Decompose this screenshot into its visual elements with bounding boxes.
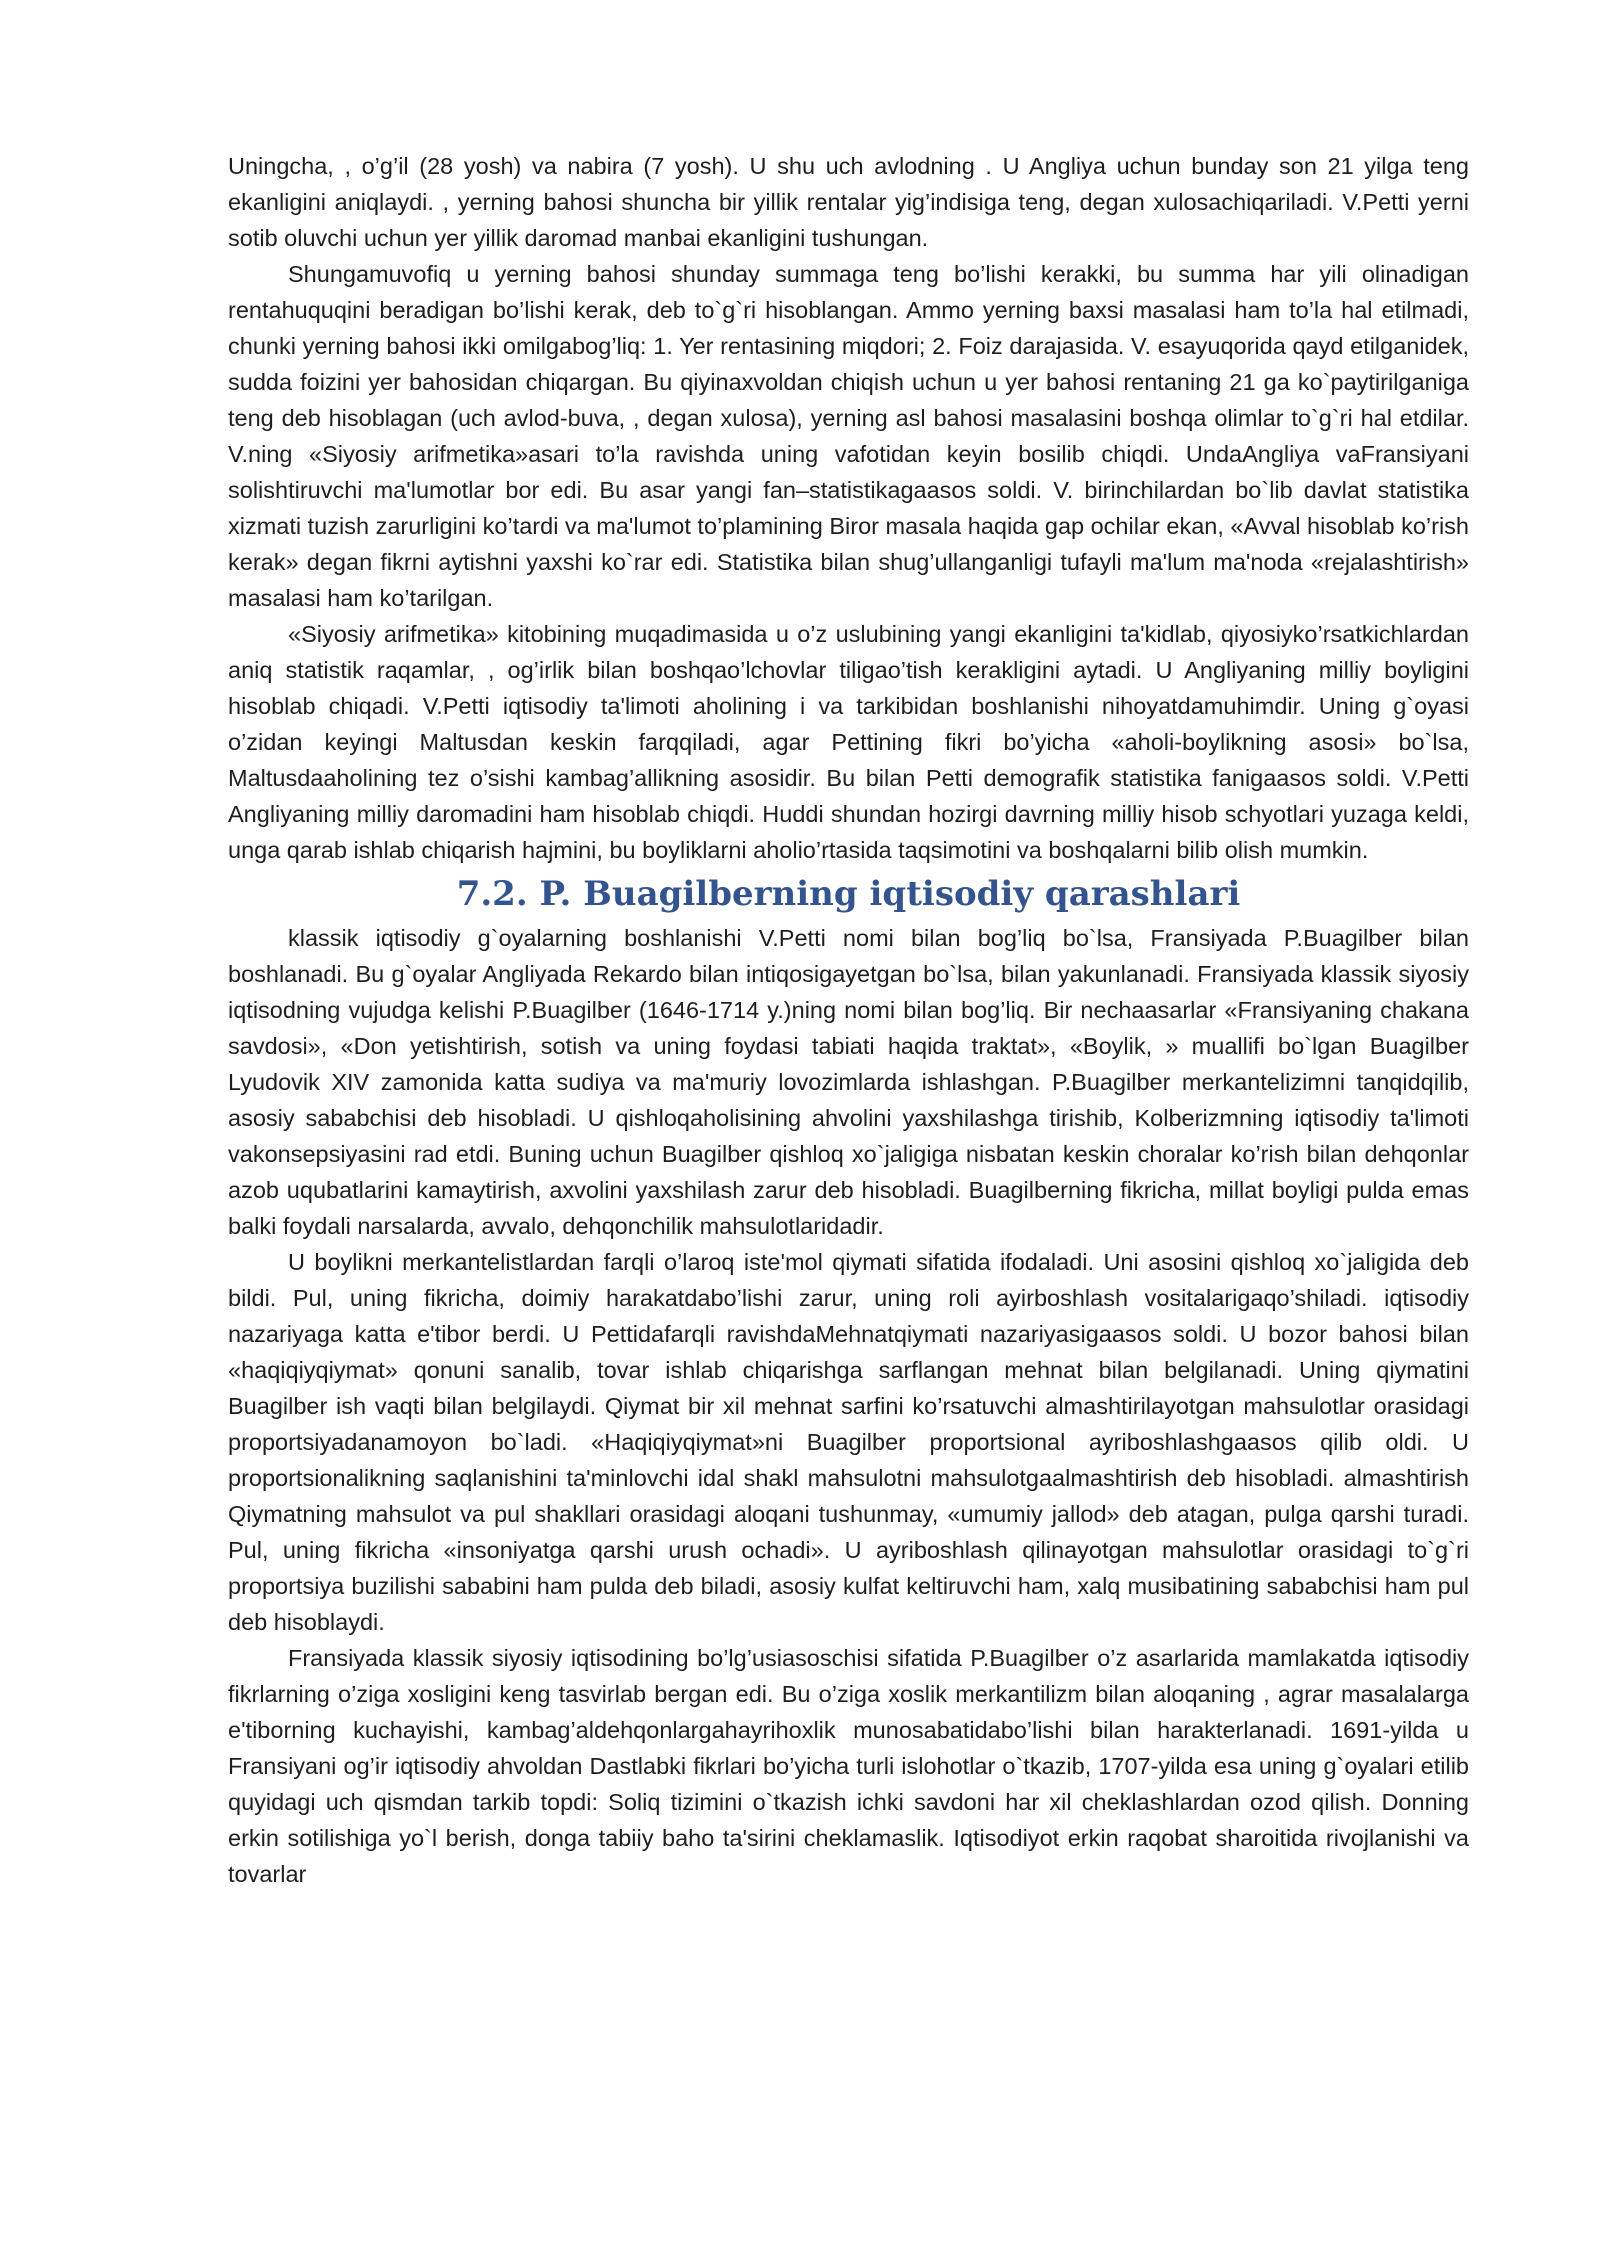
paragraph-3: «Siyosiy arifmetika» kitobining muqadimasida u o’z uslubining yangi ekanligini ta'kidlab, qiyosiyko’rsatkichlardan aniq statistik raqamlar, , og’irlik bilan boshqao’lchovlar tiligao’tish kerakligini aytadi. U Angliyaning milliy boyligini hisoblab chiqadi. V.Petti iqtisodiy ta'limoti aholining i va tarkibidan boshlanishi nihoyatdamuhimdir. Uning g`oyasi o’zidan keyingi Maltusdan keskin farqqiladi, agar Pettining fikri bo’yicha «aholi-boylikning asosi» bo`lsa, Maltusdaaholining tez o’sishi kambag’allikning asosidir. Bu bilan Petti demografik statistika fanigaasos soldi. V.Petti Angliyaning milliy daromadini ham hisoblab chiqdi. Huddi shundan hozirgi davrning milliy hisob schyotlari yuzaga keldi, unga qarab ishlab chiqarish hajmini, bu boyliklarni aholio’rtasida taqsimotini va boshqalarni bilib olish mumkin. bbox=[228, 621, 1469, 863]
paragraph-1: Uningcha, , o’g’il (28 yosh) va nabira (7 yosh). U shu uch avlodning . U Angliya uchun bunday son 21 yilga teng ekanligini aniqlaydi. , yerning bahosi shuncha bir yillik rentalar yig’indisiga teng, degan xulosachiqariladi. V.Petti yerni sotib oluvchi uchun yer yillik daromad manbai ekanligini tushungan. bbox=[228, 153, 1469, 251]
section-heading: 7.2. P. Buagilberning iqtisodiy qarashlari bbox=[456, 874, 1241, 914]
paragraph-5: U boylikni merkantelistlardan farqli o’laroq iste'mol qiymati sifatida ifodaladi. Uni asosini qishloq xo`jaligida deb bildi. Pul, uning fikricha, doimiy harakatdabo’lishi zarur, uning roli ayirboshlash vositalarigaqo’shiladi. iqtisodiy nazariyaga katta e'tibor berdi. U Pettidafarqli ravishdaMehnatqiymati nazariyasigaasos soldi. U bozor bahosi bilan «haqiqiyqiymat» qonuni sanalib, tovar ishlab chiqarishga sarflangan mehnat bilan belgilanadi. Uning qiymatini Buagilber ish vaqti bilan belgilaydi. Qiymat bir xil mehnat sarfini ko’rsatuvchi almashtirilayotgan mahsulotlar orasidagi proportsiyadanamoyon bo`ladi. «Haqiqiyqiymat»ni Buagilber proportsional ayriboshlashgaasos qilib oldi. U proportsionalikning saqlanishini ta'minlovchi idal shakl mahsulotni mahsulotgaalmashtirish deb hisobladi. almashtirish Qiymatning mahsulot va pul shakllari orasidagi aloqani tushunmay, «umumiy jallod» deb atagan, pulga qarshi turadi. Pul, uning fikricha «insoniyatga qarshi urush ochadi». U ayriboshlash qilinayotgan mahsulotlar orasidagi to`g`ri proportsiya buzilishi sababini ham pulda deb biladi, asosiy kulfat keltiruvchi ham, xalq musibatining sababchisi ham pul deb hisoblaydi. bbox=[228, 1249, 1469, 1635]
paragraph-6: Fransiyada klassik siyosiy iqtisodining bo’lg’usiasoschisi sifatida P.Buagilber o’z asarlarida mamlakatda iqtisodiy fikrlarning o’ziga xosligini keng tasvirlab bergan edi. Bu o’ziga xoslik merkantilizm bilan aloqaning , agrar masalalarga e'tiborning kuchayishi, kambag’aldehqonlargahayrihoxlik munosabatidabo’lishi bilan harakterlanadi. 1691-yilda u Fransiyani og’ir iqtisodiy ahvoldan Dastlabki fikrlari bo’yicha turli islohotlar o`tkazib, 1707-yilda esa uning g`oyalari etilib quyidagi uch qismdan tarkib topdi: Soliq tizimini o`tkazish ichki savdoni har xil cheklashlardan ozod qilish. Donning erkin sotilishiga yo`l berish, donga tabiiy baho ta'sirini cheklamaslik. Iqtisodiyot erkin raqobat sharoitida rivojlanishi va tovarlar bbox=[228, 1645, 1469, 1887]
document-page bbox=[228, 148, 1469, 1892]
paragraph-4: klassik iqtisodiy g`oyalarning boshlanishi V.Petti nomi bilan bog’liq bo`lsa, Fransiyada P.Buagilber bilan boshlanadi. Bu g`oyalar Angliyada Rekardo bilan intiqosigayetgan bo`lsa, bilan yakunlanadi. Fransiyada klassik siyosiy iqtisodning vujudga kelishi P.Buagilber (1646-1714 y.)ning nomi bilan bog’liq. Bir nechaasarlar «Fransiyaning chakana savdosi», «Don yetishtirish, sotish va uning foydasi tabiati haqida traktat», «Boylik, » muallifi bo`lgan Buagilber Lyudovik XIV zamonida katta sudiya va ma'muriy lovozimlarda ishlashgan. P.Buagilber merkantelizimni tanqidqilib, asosiy sababchisi deb hisobladi. U qishloqaholisining ahvolini yaxshilashga tirishib, Kolberizmning iqtisodiy ta'limoti vakonsepsiyasini rad etdi. Buning uchun Buagilber qishloq xo`jaligiga nisbatan keskin choralar ko’rish bilan dehqonlar azob uqubatlarini kamaytirish, axvolini yaxshilash zarur deb hisobladi. Buagilberning fikricha, millat boyligi pulda emas balki foydali narsalarda, avvalo, dehqonchilik mahsulotlaridadir. bbox=[228, 925, 1469, 1239]
paragraph-2: Shungamuvofiq u yerning bahosi shunday summaga teng bo’lishi kerakki, bu summa har yili olinadigan rentahuquqini beradigan bo’lishi kerak, deb to`g`ri hisoblangan. Ammo yerning baxsi masalasi ham to’la hal etilmadi, chunki yerning bahosi ikki omilgabog’liq: 1. Yer rentasining miqdori; 2. Foiz darajasida. V. esayuqorida qayd etilganidek, sudda foizini yer bahosidan chiqargan. Bu qiyinaxvoldan chiqish uchun u yer bahosi rentaning 21 ga ko`paytirilganiga teng deb hisoblagan (uch avlod-buva, , degan xulosa), yerning asl bahosi masalasini boshqa olimlar to`g`ri hal etdilar. V.ning «Siyosiy arifmetika»asari to’la ravishda uning vafotidan keyin bosilib chiqdi. UndaAngliya vaFransiyani solishtiruvchi ma'lumotlar bor edi. Bu asar yangi fan–statistikagaasos soldi. V. birinchilardan bo`lib davlat statistika xizmati tuzish zarurligini ko’tardi va ma'lumot to’plamining Biror masala haqida gap ochilar ekan, «Avval hisoblab ko’rish kerak» degan fikrni aytishni yaxshi ko`rar edi. Statistika bilan shug’ullanganligi tufayli ma'lum ma'noda «rejalashtirish» masalasi ham ko’tarilgan. bbox=[228, 261, 1470, 611]
